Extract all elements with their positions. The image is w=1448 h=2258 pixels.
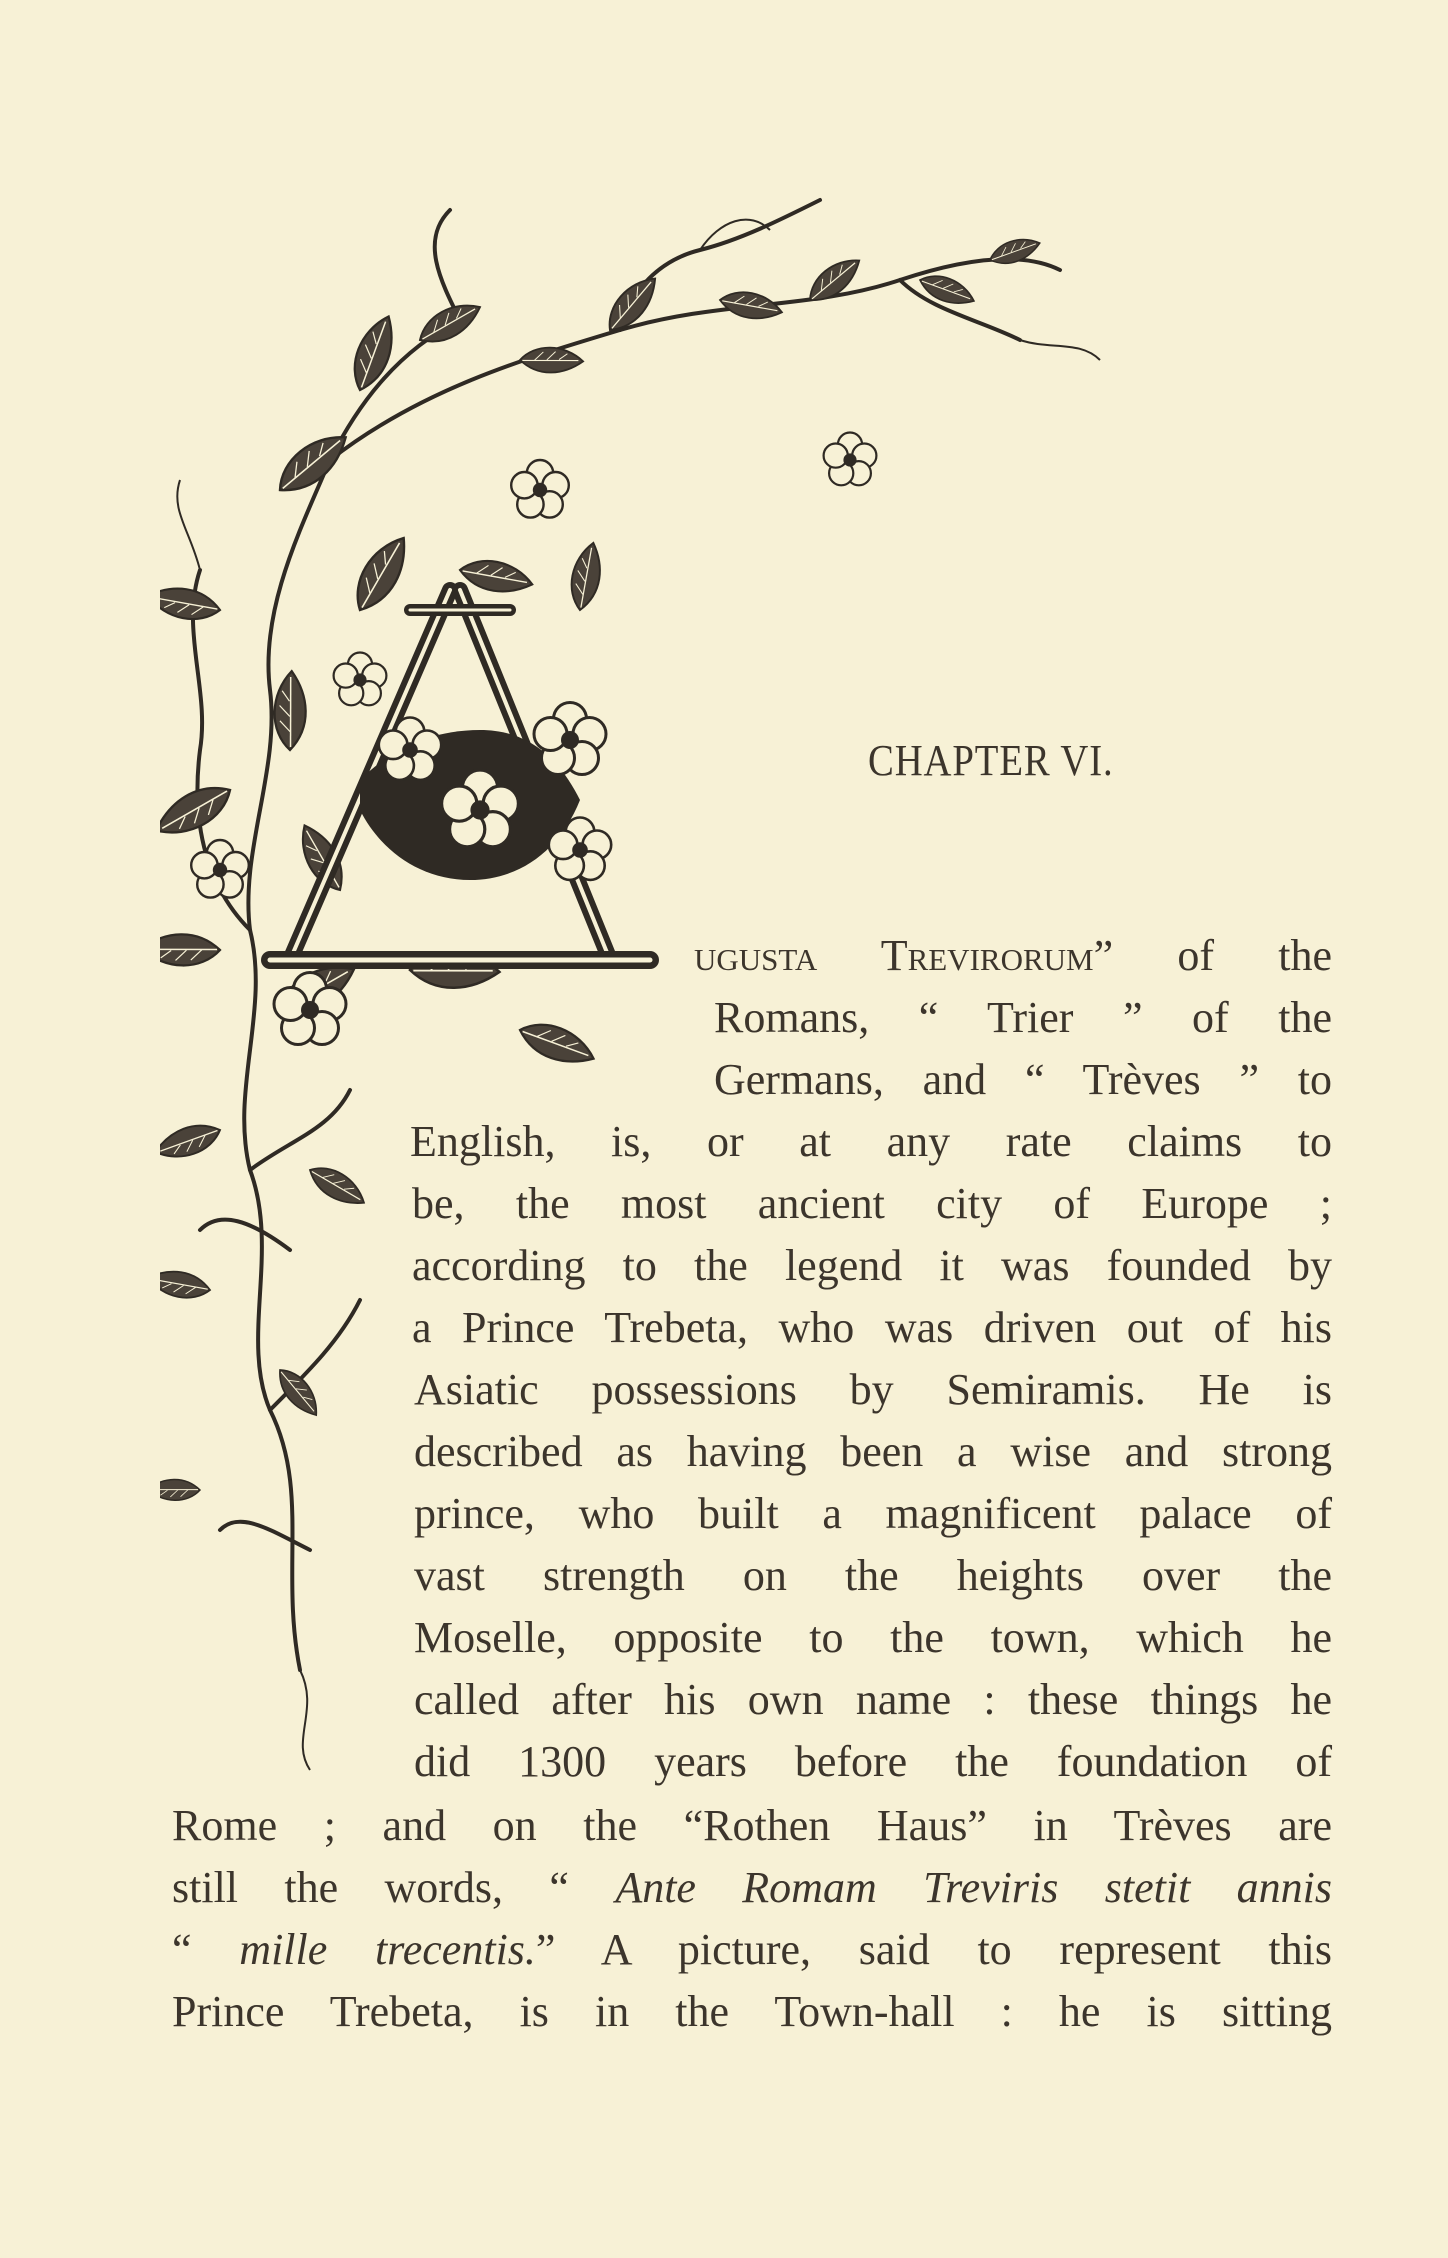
text-line	[414, 1360, 1332, 1420]
text-span: Romans, “ Trier ” of the	[714, 993, 1332, 1042]
text-span: be, the most ancient city of Europe ;	[412, 1179, 1332, 1228]
text-span: Asiatic possessions by Semiramis. He is	[414, 1365, 1332, 1414]
text-span: a Prince Trebeta, who was driven out of his	[412, 1303, 1332, 1352]
text-line	[172, 1920, 1332, 1980]
text-span: Ante Romam Treviris stetit annis	[615, 1863, 1333, 1912]
text-span: Moselle, opposite to the town, which he	[414, 1613, 1332, 1662]
text-span: did 1300 years before the foundation of	[414, 1737, 1332, 1786]
text-line	[410, 1112, 1332, 1172]
text-span: Rome ; and on the “Rothen Haus” in Trèves are	[172, 1801, 1332, 1850]
text-line	[412, 1174, 1332, 1234]
text-line	[414, 1732, 1332, 1792]
text-line	[414, 1484, 1332, 1544]
text-span: “	[172, 1925, 240, 1974]
text-span: according to the legend it was founded by	[412, 1241, 1332, 1290]
text-line	[414, 1670, 1332, 1730]
text-line	[412, 1298, 1332, 1358]
text-line	[412, 1236, 1332, 1296]
text-line	[694, 926, 1332, 986]
text-span: ” A picture, said to represent this	[535, 1925, 1333, 1974]
text-span: vast strength on the heights over the	[414, 1551, 1332, 1600]
text-line	[414, 1546, 1332, 1606]
text-span: called after his own name : these things he	[414, 1675, 1332, 1724]
text-span: ugusta Trevirorum	[694, 931, 1094, 980]
text-line	[714, 1050, 1332, 1110]
text-span: Prince Trebeta, is in the Town-hall : he is sitting	[172, 1987, 1332, 2036]
text-span: described as having been a wise and strong	[414, 1427, 1332, 1476]
text-span: prince, who built a magnificent palace of	[414, 1489, 1332, 1538]
text-span: still the words, “	[172, 1863, 616, 1912]
text-line	[414, 1422, 1332, 1482]
text-line	[172, 1858, 1332, 1918]
text-span: mille trecentis.	[239, 1925, 536, 1974]
text-line	[414, 1608, 1332, 1668]
chapter-title: CHAPTER VI.	[868, 736, 1114, 785]
text-line	[172, 1982, 1332, 2042]
text-span: Germans, and “ Trèves ” to	[714, 1055, 1332, 1104]
text-span: ” of the	[1093, 931, 1333, 980]
text-line	[714, 988, 1332, 1048]
text-line	[172, 1796, 1332, 1856]
text-span: English, is, or at any rate claims to	[410, 1117, 1332, 1166]
